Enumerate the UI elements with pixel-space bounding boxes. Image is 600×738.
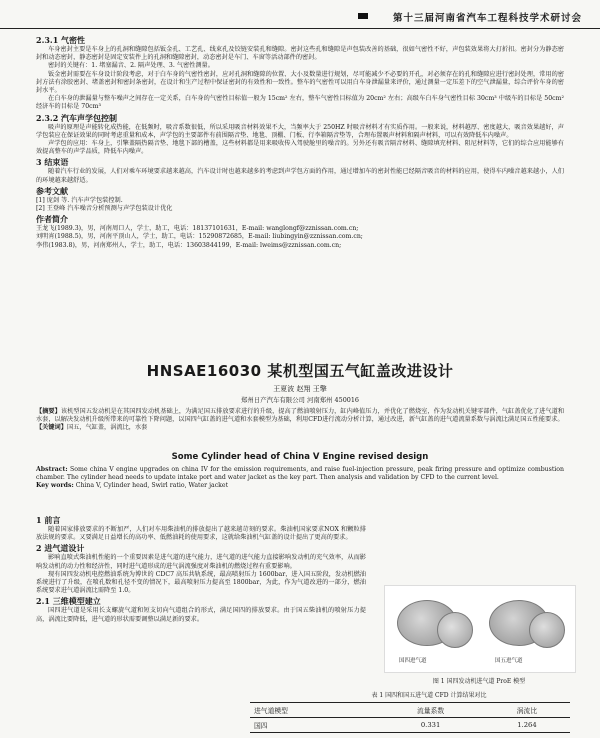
article-title: HNSAE16030 某机型国五气缸盖改进设计 (146, 362, 454, 380)
paragraph: 随着国家排放要求的不断加严，人们对车用柴油机的排放提出了越来越苛刻的要求。柴油机国家要求NOX 和颗粒排放法规的要求。又要满足日益增长的高功率、低燃油耗的使用要求，这就给柴油机气缸盖的设计提出了更高的要求。 (36, 526, 366, 542)
author-bio: 王龙飞(1989.3)，男，河南周口人，学士，助工，电话：18137101631，E-mail: wanglongf@zznissan.com.cn; (36, 225, 359, 233)
paragraph: 车身密封主要是车身上的孔洞和缝隙包括钣金孔、工艺孔、线束孔及铰链安装孔和缝隙。密封这些孔和缝隙是声包装改善的基础，很如气密性不好，声包装效果将大打折扣。密封分为静态密封和动态密封，静态密封是固定安装件上的孔洞和缝隙密封，动态密封是车门、车窗等活动部件的密封。 (36, 46, 564, 62)
header-mark (358, 13, 368, 19)
keywords-en-text: China V, Cylinder head, Swirl ratio, Water jacket (75, 482, 229, 490)
author-bio-heading: 作者简介 (36, 214, 68, 225)
cell-swirl: 1.264 (484, 718, 570, 733)
author-bio: 李伟(1983.8)，男，河南郑州人，学士，助工，电话：13603844199，E-mail: lweims@zznissan.com.cn; (36, 241, 342, 249)
paragraph: 吸声的原理是声能转化成热能，在低频时，吸音系数很低，所以采用吸音材料效果不大，当频率大于 250HZ 时吸音材料才有实质作用。一般来说，材料越厚、密度越大，吸音效果越好，声学包装应在保证效果的同时考虑重量和成本，声学包的主要部件有前围隔音垫、地毯、顶棚、门板、行李箱隔音垫等，合理布置吸声材料和隔声材料，可以有效降低车内噪声。 (36, 123, 564, 139)
paragraph: 钣金密封需要在车身设计阶段考虑，对于白车身的气密性密封，应对孔洞和缝隙的位置、大小及数量进行规划，尽可能减少不必要的开孔，对必须存在的孔和缝隙应进行密封处理，常用的密封方法有涂胶密封、堵盖密封和密封条密封，在设计和生产过程中保证密封的有效性和一致性。整车的气密性可以用白车身泄漏量来评价，通过测量一定压差下的空气泄漏量，综合评价车身的密封水平。 (36, 70, 564, 95)
references-heading: 参考文献 (36, 185, 68, 196)
intake-port-model-b-helix (529, 612, 565, 648)
reference-item: [2] 王登峰 汽车噪音分析预测与声学包装设计优化 (36, 205, 173, 213)
cell-model: 国四 (250, 718, 377, 733)
keywords-text: 国五，气缸盖，涡流比，水套 (66, 424, 148, 432)
cfd-results-table (250, 702, 570, 733)
abstract-cn (36, 408, 564, 433)
section-heading-2-3-2: 2.3.2 汽车声学包控制 (36, 112, 118, 123)
paragraph: 密封的关键有：1. 堵塞漏音、2. 隔声处理、3. 气密性测量。 (48, 62, 214, 70)
article-authors: 王夏波 赵翔 王擎 (273, 385, 327, 393)
reference-item: [1] 庞剑 等. 汽车声学包装控制. (36, 196, 123, 204)
intake-port-model-a-helix (437, 612, 473, 648)
paragraph: 现有国四发动机电控燃油系统为博世的 CDC7 高压共轨系统，最高喷射压力 1600bar，进入国五阶段，发动机燃油系统进行了升级，在喷孔数和孔径不变的情况下，最高喷射压力提高至 1800bar，为此，作为气道改进的一部分，燃油系统要求进气道涡流比需降至 1.0。 (36, 570, 366, 595)
section-heading-conclusion: 3 结束语 (36, 157, 69, 168)
table-caption: 表 1 国四和国五进气道 CFD 计算结果对比 (371, 692, 487, 699)
paragraph: 随着汽车行业的发展，人们对乘车环境要求越来越高，汽车设计时也越来越多的考虑到声学包方面的作用，通过增加车的密封性能已经隔音吸音的材料的应用，使得车内噪音越来越小，人们的环境越来越舒适。 (36, 168, 564, 184)
journal-title: 第十三届河南省汽车工程科技学术研讨会 (392, 13, 582, 24)
figure-label-b: 国五进气道 (495, 658, 523, 664)
paragraph: 国四进气道是采用长支螺旋气道和短支切向气道组合的形式，满足国四的排放要求。由于国五柴油机的喷射压力提高，涡流比要降低，进气道的形状需要调整以满足新的要求。 (36, 607, 366, 623)
abstract-text: 该机型国五发动机是在其国四发动机基础上，为满足国五排放要求进行的升级，提高了燃油喷射压力，缸内峰值压力，并优化了燃烧室，作为发动机关键零部件，气缸盖优化了进气道和水套，以解决发动机升级所带来的可靠性下降问题，以国四气缸盖的进气道和水套模型为基础，利用CFD进行流动分析计算，通过改进，新气缸盖的进气道流量系数与涡流比满足国五性能要求。 (36, 408, 565, 424)
paragraph: 声学包的应用：车身上，引擎盖隔热隔音垫、地毯下部的槽盖，这些材料都是用来吸收传入驾驶舱里的噪音的。另外还有吸音隔音材料、缝隙填充材料、阻尼材料等，它们的综合应用能够有效提高整车的声学品质，降低车内噪声。 (36, 140, 564, 156)
abstract-label: 【摘要】 (36, 408, 61, 415)
author-bio: 刘明宵(1988.5)，男，河南平顶山人，学士，助工，电话：15290872685，E-mail: liubingyin@zznissan.com.cn; (36, 233, 363, 241)
col-header-model: 进气道模型 (250, 703, 377, 718)
section-heading-intake: 2 进气道设计 (36, 543, 85, 554)
body-left-column (36, 514, 366, 624)
figure-label-a: 国四进气道 (399, 658, 427, 664)
section-heading-intro: 1 前言 (36, 515, 61, 525)
table-header-row (250, 703, 570, 718)
col-header-flow: 流量系数 (377, 703, 484, 718)
upper-article-column (36, 34, 564, 250)
abstract-en-text: Some china V engine upgrades on china IV for the emission requirements, and raise fuel-injection pressure, peak firing pressure and optimize combustion chamber. The cylinder head needs to update intake port and water jacket as the key part. Then analysis and validation by CFD to the current level. (36, 466, 565, 482)
running-header (0, 6, 600, 29)
figure-caption: 图 1 国四发动机进气道 ProE 模型 (432, 678, 526, 685)
keywords-en-label: Key words: (36, 482, 74, 490)
paragraph: 在白车身的泄漏量与整车噪声之间存在一定关系，白车身的气密性目标值一般为 15cm² 左右，整车气密性目标值为 20cm² 左右；高级车白车身气密性目标 30cm³ 中级车的目标是 50cm² 经济车的目标是 70cm³ (36, 95, 564, 111)
keywords-label: 【关键词】 (36, 424, 67, 432)
paragraph: 影响直喷式柴油机性能的一个重要因素是进气道的进气能力，进气道的进气能力直接影响发动机的充气效率，从而影响发动机的动力性和经济性，同时进气道形成的进气涡流强度对柴油机的燃烧过程有重要影响。 (36, 554, 366, 570)
table-row (250, 718, 570, 733)
cell-flow: 0.331 (377, 718, 484, 733)
section-heading-3d-model: 2.1 三维模型建立 (36, 596, 101, 607)
col-header-swirl: 涡流比 (484, 703, 570, 718)
intake-port-figure (384, 585, 576, 673)
article-affiliation: 郑州日产汽车有限公司 河南郑州 450016 (241, 396, 359, 404)
section-heading-2-3-1: 2.3.1 气密性 (36, 35, 86, 45)
abstract-en-label: Abstract: (36, 466, 68, 473)
abstract-en (36, 466, 564, 491)
article-title-en: Some Cylinder head of China V Engine revised design (171, 452, 429, 462)
